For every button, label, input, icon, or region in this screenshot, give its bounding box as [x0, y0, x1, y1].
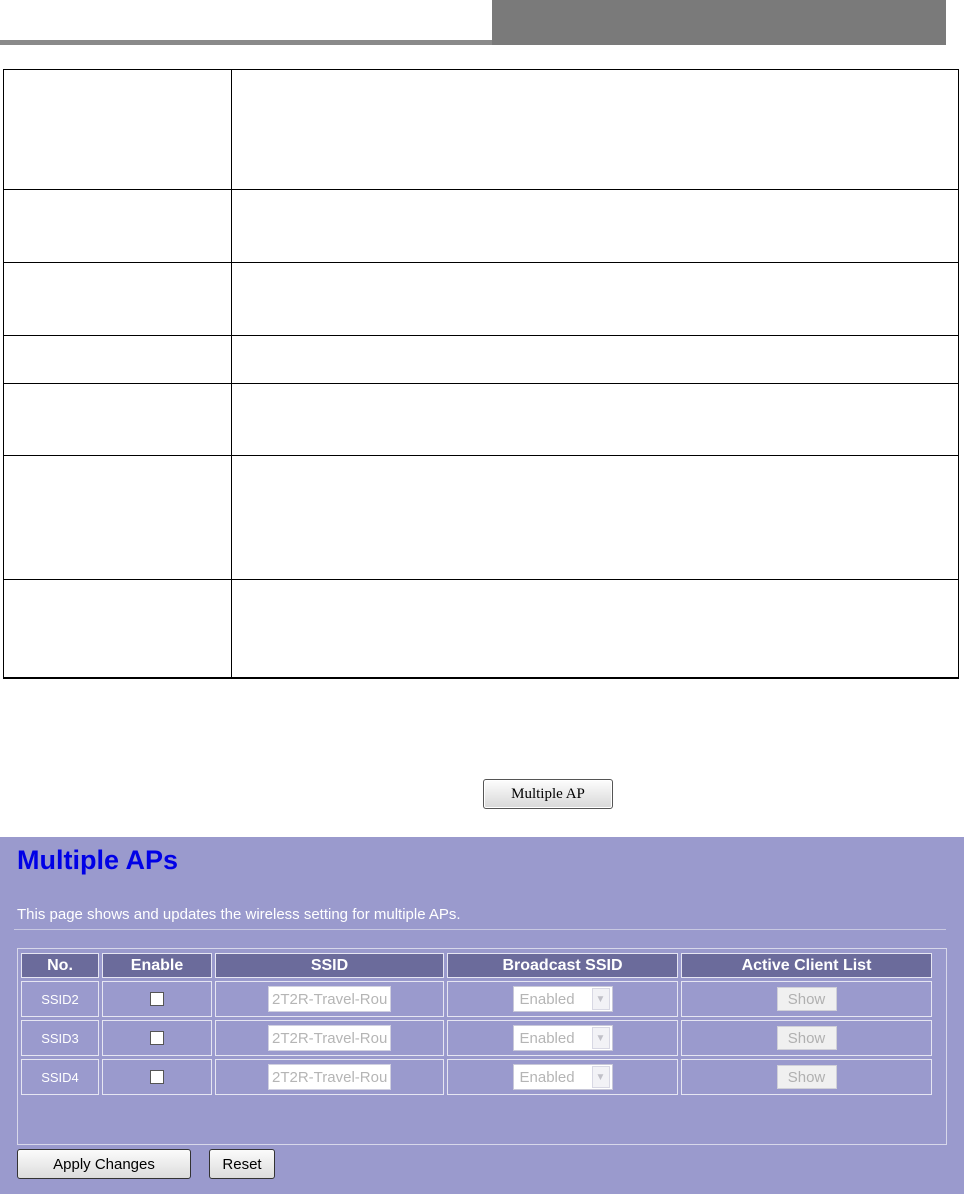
show-clients-button[interactable]: Show — [777, 987, 837, 1011]
broadcast-ssid-select[interactable] — [513, 1025, 613, 1051]
row-ssid3-client-cell — [681, 1020, 932, 1056]
row-ssid3-ssid-cell — [215, 1020, 444, 1056]
enable-checkbox[interactable] — [150, 1031, 164, 1045]
header-gray-bar — [492, 0, 946, 45]
broadcast-ssid-select[interactable] — [513, 986, 613, 1012]
row-ssid4-broadcast-cell — [447, 1059, 678, 1095]
document-table-row — [4, 70, 958, 190]
document-table — [3, 69, 959, 679]
column-header-ssid: SSID — [215, 953, 444, 978]
column-header-no: No. — [21, 953, 99, 978]
ssid-input[interactable]: 2T2R-Travel-Rou — [268, 1025, 391, 1051]
row-ssid2-no: SSID2 — [21, 981, 99, 1017]
apply-changes-button[interactable]: Apply Changes — [17, 1149, 191, 1179]
broadcast-ssid-value: Enabled — [519, 1029, 575, 1047]
row-ssid2-enable-cell — [102, 981, 212, 1017]
row-ssid4-client-cell — [681, 1059, 932, 1095]
multiple-ap-table — [17, 948, 947, 1145]
document-table-row — [4, 580, 958, 678]
document-table-row — [4, 263, 958, 336]
row-ssid2-broadcast-cell — [447, 981, 678, 1017]
row-ssid4-no: SSID4 — [21, 1059, 99, 1095]
column-header-enable: Enable — [102, 953, 212, 978]
broadcast-ssid-value: Enabled — [519, 990, 575, 1008]
multiple-aps-panel — [0, 837, 964, 1194]
column-header-active-client-list: Active Client List — [681, 953, 932, 978]
chevron-down-icon: ▼ — [592, 988, 610, 1010]
document-table-row — [4, 384, 958, 456]
row-ssid2-client-cell — [681, 981, 932, 1017]
page-description: This page shows and updates the wireless setting for multiple APs. — [17, 906, 461, 923]
divider — [14, 929, 946, 930]
row-ssid2-ssid-cell — [215, 981, 444, 1017]
show-clients-button[interactable]: Show — [777, 1065, 837, 1089]
document-table-divider — [231, 70, 232, 678]
column-header-broadcast-ssid: Broadcast SSID — [447, 953, 678, 978]
document-table-row — [4, 190, 958, 263]
page-title: Multiple APs — [17, 845, 179, 875]
broadcast-ssid-value: Enabled — [519, 1068, 575, 1086]
ssid-input[interactable]: 2T2R-Travel-Rou — [268, 986, 391, 1012]
ssid-input[interactable]: 2T2R-Travel-Rou — [268, 1064, 391, 1090]
row-ssid3-no: SSID3 — [21, 1020, 99, 1056]
reset-button[interactable]: Reset — [209, 1149, 275, 1179]
row-ssid3-enable-cell — [102, 1020, 212, 1056]
multiple-ap-button[interactable]: Multiple AP — [483, 779, 613, 809]
document-table-row — [4, 456, 958, 580]
row-ssid4-enable-cell — [102, 1059, 212, 1095]
header-underline — [0, 40, 492, 45]
enable-checkbox[interactable] — [150, 992, 164, 1006]
show-clients-button[interactable]: Show — [777, 1026, 837, 1050]
row-ssid3-broadcast-cell — [447, 1020, 678, 1056]
document-table-row — [4, 336, 958, 384]
enable-checkbox[interactable] — [150, 1070, 164, 1084]
chevron-down-icon: ▼ — [592, 1066, 610, 1088]
row-ssid4-ssid-cell — [215, 1059, 444, 1095]
chevron-down-icon: ▼ — [592, 1027, 610, 1049]
broadcast-ssid-select[interactable] — [513, 1064, 613, 1090]
